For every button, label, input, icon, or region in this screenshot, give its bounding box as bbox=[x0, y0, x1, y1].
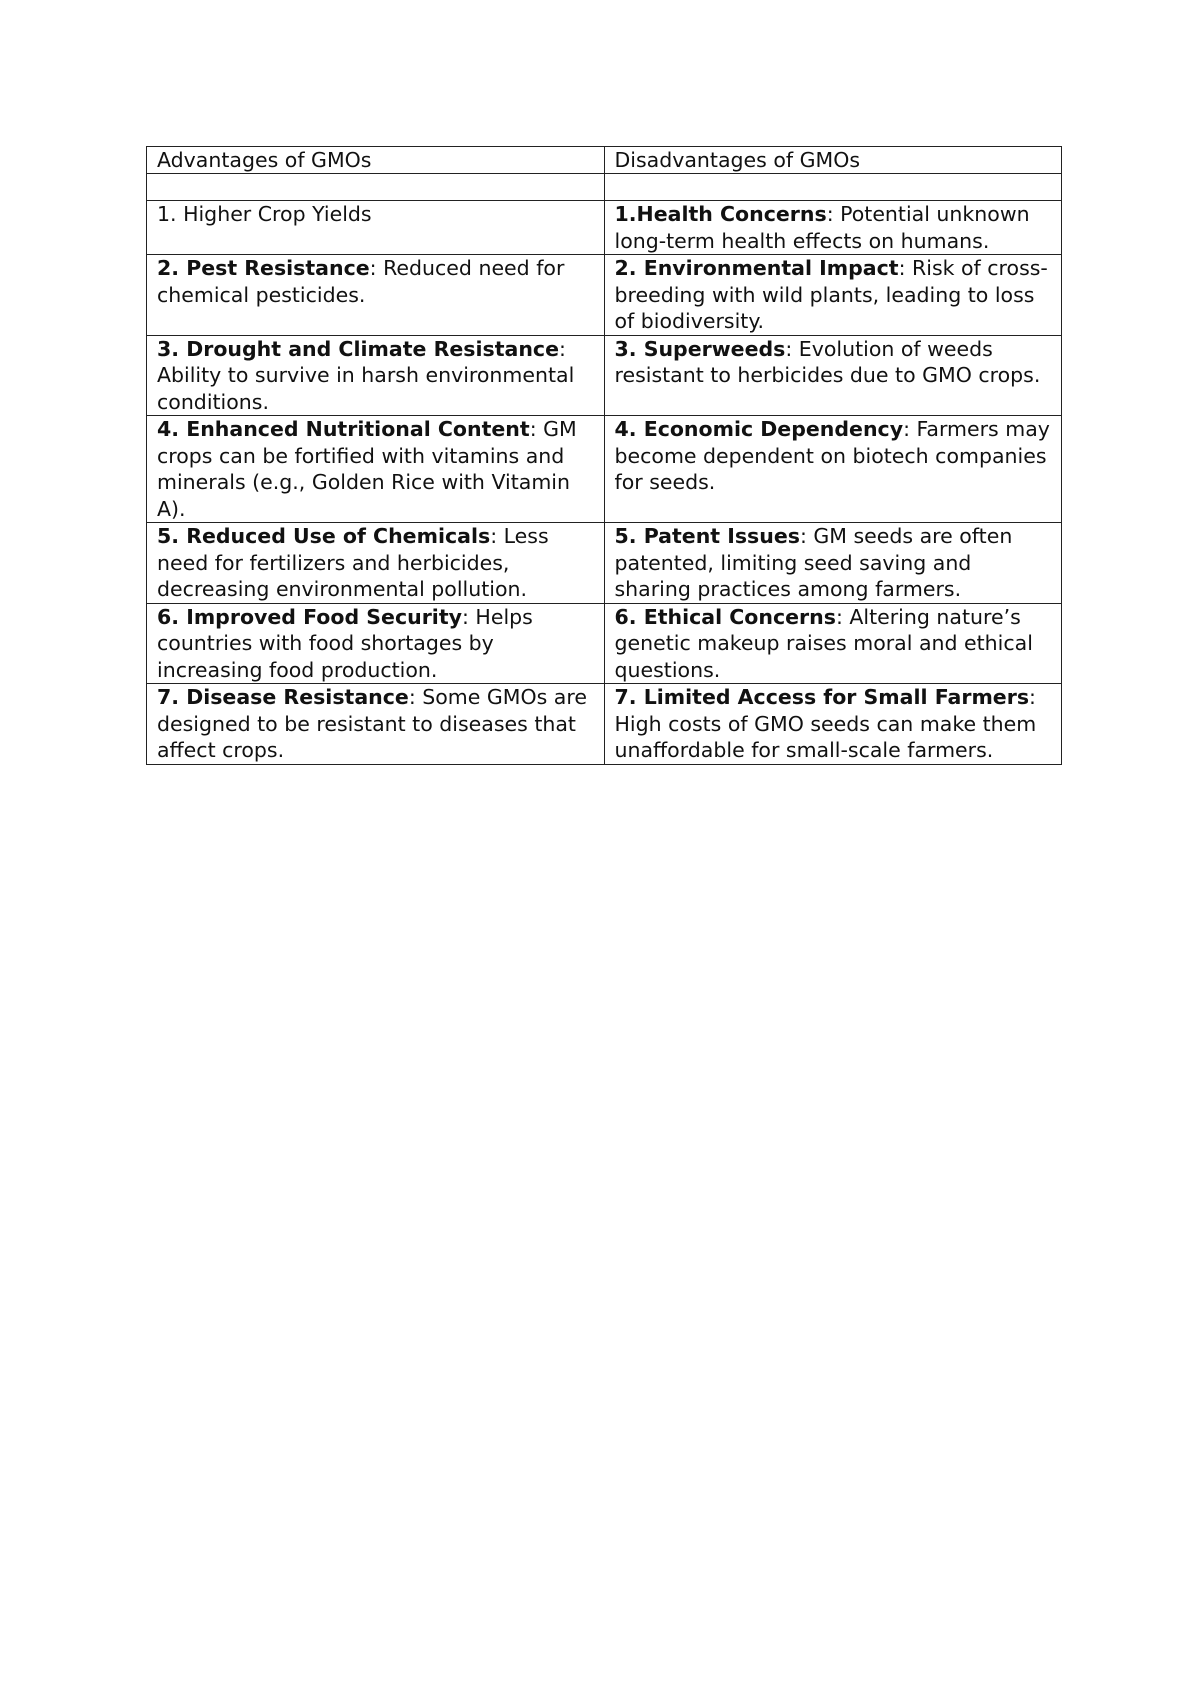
disadvantage-cell bbox=[604, 523, 1062, 604]
advantage-cell bbox=[147, 416, 605, 523]
empty-cell bbox=[604, 174, 1062, 201]
advantage-text: : Helps countries with food shortages by increasing food production. bbox=[157, 604, 533, 682]
advantage-text: : Less need for fertilizers and herbicides, decreasing environmental pollution. bbox=[157, 524, 549, 601]
advantage-title: 4. Enhanced Nutritional Content bbox=[157, 417, 530, 441]
disadvantage-text: : Evolution of weeds resistant to herbicides due to GMO crops. bbox=[614, 336, 1041, 387]
disadvantage-text: : Potential unknown long-term health effects on humans. bbox=[614, 202, 1030, 253]
disadvantage-title: 1.Health Concerns bbox=[614, 202, 827, 226]
table-row bbox=[147, 255, 1062, 336]
disadvantage-text: : GM seeds are often patented, limiting seed saving and sharing practices among farmers. bbox=[614, 524, 1013, 601]
disadvantage-title: 3. Superweeds bbox=[614, 336, 786, 361]
advantage-cell bbox=[147, 523, 605, 604]
disadvantage-text: : High costs of GMO seeds can make them unaffordable for small-scale farmers. bbox=[614, 685, 1037, 762]
advantage-text: : Reduced need for chemical pesticides. bbox=[157, 256, 565, 307]
table-row bbox=[147, 416, 1062, 523]
table-row bbox=[147, 603, 1062, 684]
advantage-cell bbox=[147, 684, 605, 765]
empty-cell bbox=[147, 174, 605, 201]
disadvantage-cell bbox=[604, 684, 1062, 765]
disadvantage-cell bbox=[604, 335, 1062, 416]
table-row bbox=[147, 201, 1062, 255]
advantage-text: : Some GMOs are designed to be resistant to diseases that affect crops. bbox=[157, 685, 587, 762]
disadvantage-title: 2. Environmental Impact bbox=[614, 256, 899, 280]
disadvantage-text: : Altering nature’s genetic makeup raises moral and ethical questions. bbox=[614, 604, 1033, 682]
header-disadvantages: Disadvantages of GMOs bbox=[604, 147, 1062, 174]
disadvantage-title: 7. Limited Access for Small Farmers bbox=[614, 685, 1030, 709]
disadvantage-title: 5. Patent Issues bbox=[614, 524, 800, 548]
table-header-row bbox=[147, 147, 1062, 174]
advantage-cell bbox=[147, 335, 605, 416]
advantage-title: 5. Reduced Use of Chemicals bbox=[157, 524, 491, 548]
table-row bbox=[147, 684, 1062, 765]
disadvantage-cell bbox=[604, 603, 1062, 684]
disadvantage-cell bbox=[604, 201, 1062, 255]
advantage-text: 1. Higher Crop Yields bbox=[157, 202, 372, 226]
disadvantage-title: 6. Ethical Concerns bbox=[614, 604, 836, 629]
advantage-title: 7. Disease Resistance bbox=[157, 685, 409, 709]
advantage-text: : Ability to survive in harsh environmental conditions. bbox=[157, 336, 575, 414]
advantage-title: 2. Pest Resistance bbox=[157, 256, 370, 280]
disadvantage-text: : Risk of cross-breeding with wild plants, leading to loss of biodiversity. bbox=[614, 256, 1048, 333]
table-row bbox=[147, 523, 1062, 604]
advantage-cell bbox=[147, 603, 605, 684]
advantage-text: : GM crops can be fortified with vitamins and minerals (e.g., Golden Rice with Vitamin A). bbox=[157, 417, 577, 521]
advantage-cell bbox=[147, 201, 605, 255]
header-advantages: Advantages of GMOs bbox=[147, 147, 605, 174]
disadvantage-title: 4. Economic Dependency bbox=[614, 417, 904, 441]
table-empty-row bbox=[147, 174, 1062, 201]
table-row bbox=[147, 335, 1062, 416]
advantage-cell bbox=[147, 255, 605, 336]
disadvantage-text: : Farmers may become dependent on biotech companies for seeds. bbox=[614, 417, 1050, 494]
advantage-title: 6. Improved Food Security bbox=[157, 604, 462, 629]
gmo-comparison-table bbox=[146, 146, 1062, 765]
disadvantage-cell bbox=[604, 255, 1062, 336]
advantage-title: 3. Drought and Climate Resistance bbox=[157, 336, 559, 361]
disadvantage-cell bbox=[604, 416, 1062, 523]
